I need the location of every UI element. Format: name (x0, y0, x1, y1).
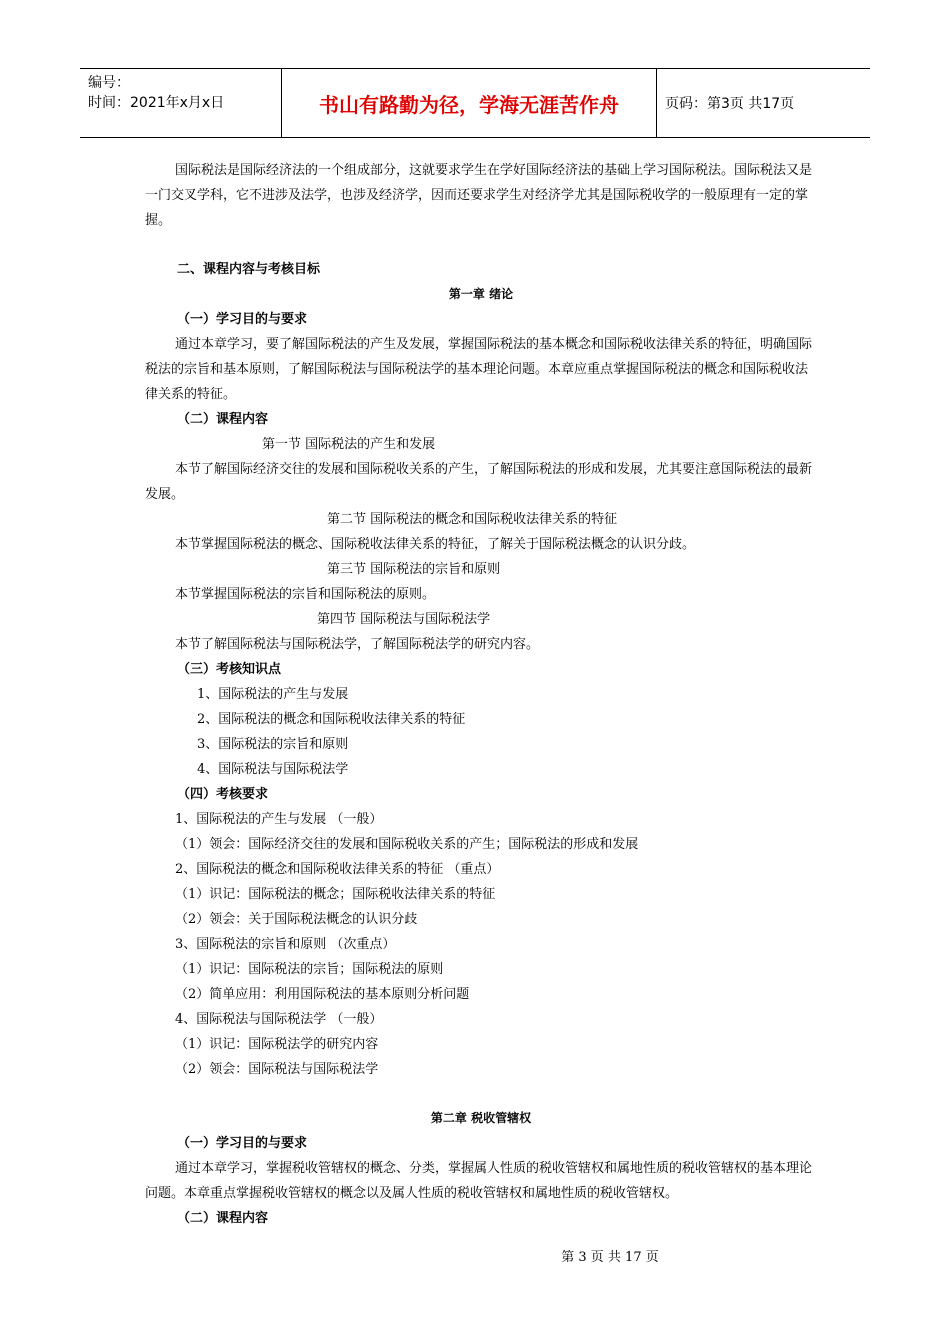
header-meta (80, 69, 282, 137)
list-item: （2）领会：国际税法与国际税法学 (175, 1062, 379, 1077)
list-item: （1）识记：国际税法的宗旨；国际税法的原则 (175, 962, 444, 977)
list-item: （1）识记：国际税法的概念；国际税收法律关系的特征 (175, 887, 496, 902)
ch1-points-head: （三）考核知识点 (177, 662, 282, 677)
page-info: 页码：第3页 共17页 (665, 96, 795, 112)
ch1-s2-title: 第二节 国际税法的概念和国际税收法律关系的特征 (327, 512, 618, 527)
footer-page-number: 第 3 页 共 17 页 (561, 1250, 659, 1265)
list-item: （1）识记：国际税法学的研究内容 (175, 1037, 379, 1052)
ch1-s2-text: 本节掌握国际税法的概念、国际税收法律关系的特征，了解关于国际税法概念的认识分歧。 (175, 537, 696, 552)
list-item: （1）领会：国际经济交往的发展和国际税收关系的产生；国际税法的形成和发展 (175, 837, 639, 852)
chapter2-title: 第二章 税收管辖权 (430, 1111, 532, 1125)
time-label: 时间：2021年x月x日 (88, 95, 225, 111)
ch1-content-head: （二）课程内容 (177, 412, 269, 427)
list-item: （2）领会：关于国际税法概念的认识分歧 (175, 912, 418, 927)
ch1-s3-text: 本节掌握国际税法的宗旨和国际税法的原则。 (175, 587, 436, 602)
list-item: 1、国际税法的产生与发展 （一般） (175, 812, 383, 827)
code-label: 编号： (88, 75, 130, 91)
list-item: 3、国际税法的宗旨和原则 （次重点） (175, 937, 396, 952)
page-header (80, 68, 870, 138)
list-item: 3、国际税法的宗旨和原则 (197, 737, 349, 752)
ch2-goal-head: （一）学习目的与要求 (177, 1136, 308, 1151)
section-title: 二、课程内容与考核目标 (177, 262, 321, 277)
intro-paragraph: 国际税法是国际经济法的一个组成部分，这就要求学生在学好国际经济法的基础上学习国际税法。国际税法又是一门交叉学科，它不进涉及法学，也涉及经济学，因而还要求学生对经济学尤其是国际税收学的一般原理有一定的掌握。 (145, 163, 813, 228)
list-item: 2、国际税法的概念和国际税收法律关系的特征 （重点） (175, 862, 500, 877)
ch1-goal-text: 通过本章学习，要了解国际税法的产生及发展，掌握国际税法的基本概念和国际税收法律关系的特征，明确国际税法的宗旨和基本原则，了解国际税法与国际税法学的基本理论问题。本章应重点掌握国际税法的概念和国际税收法律关系的特征。 (145, 337, 813, 402)
ch1-req-head: （四）考核要求 (177, 787, 269, 802)
list-item: 4、国际税法与国际税法学 （一般） (175, 1012, 383, 1027)
ch2-goal-text: 通过本章学习，掌握税收管辖权的概念、分类，掌握属人性质的税收管辖权和属地性质的税收管辖权的基本理论问题。本章重点掌握税收管辖权的概念以及属人性质的税收管辖权和属地性质的税收管辖权。 (145, 1161, 813, 1201)
ch1-s1-title: 第一节 国际税法的产生和发展 (262, 437, 436, 452)
chapter1-title: 第一章 绪论 (448, 287, 514, 301)
list-item: 4、国际税法与国际税法学 (197, 762, 349, 777)
ch1-goal-head: （一）学习目的与要求 (177, 312, 308, 327)
header-motto-cell (282, 69, 657, 137)
list-item: 2、国际税法的概念和国际税收法律关系的特征 (197, 712, 466, 727)
list-item: 1、国际税法的产生与发展 (197, 687, 349, 702)
ch1-s4-title: 第四节 国际税法与国际税法学 (317, 612, 491, 627)
motto: 书山有路勤为径，学海无涯苦作舟 (319, 92, 619, 117)
ch1-s1-text: 本节了解国际经济交往的发展和国际税收关系的产生，了解国际税法的形成和发展，尤其要注意国际税法的最新发展。 (145, 462, 813, 502)
list-item: （2）简单应用：利用国际税法的基本原则分析问题 (175, 987, 470, 1002)
document-body (145, 158, 817, 1231)
ch1-s4-text: 本节了解国际税法与国际税法学，了解国际税法学的研究内容。 (175, 637, 540, 652)
ch1-s3-title: 第三节 国际税法的宗旨和原则 (327, 562, 501, 577)
page-footer (0, 1246, 950, 1265)
ch2-content-head: （二）课程内容 (177, 1211, 269, 1226)
